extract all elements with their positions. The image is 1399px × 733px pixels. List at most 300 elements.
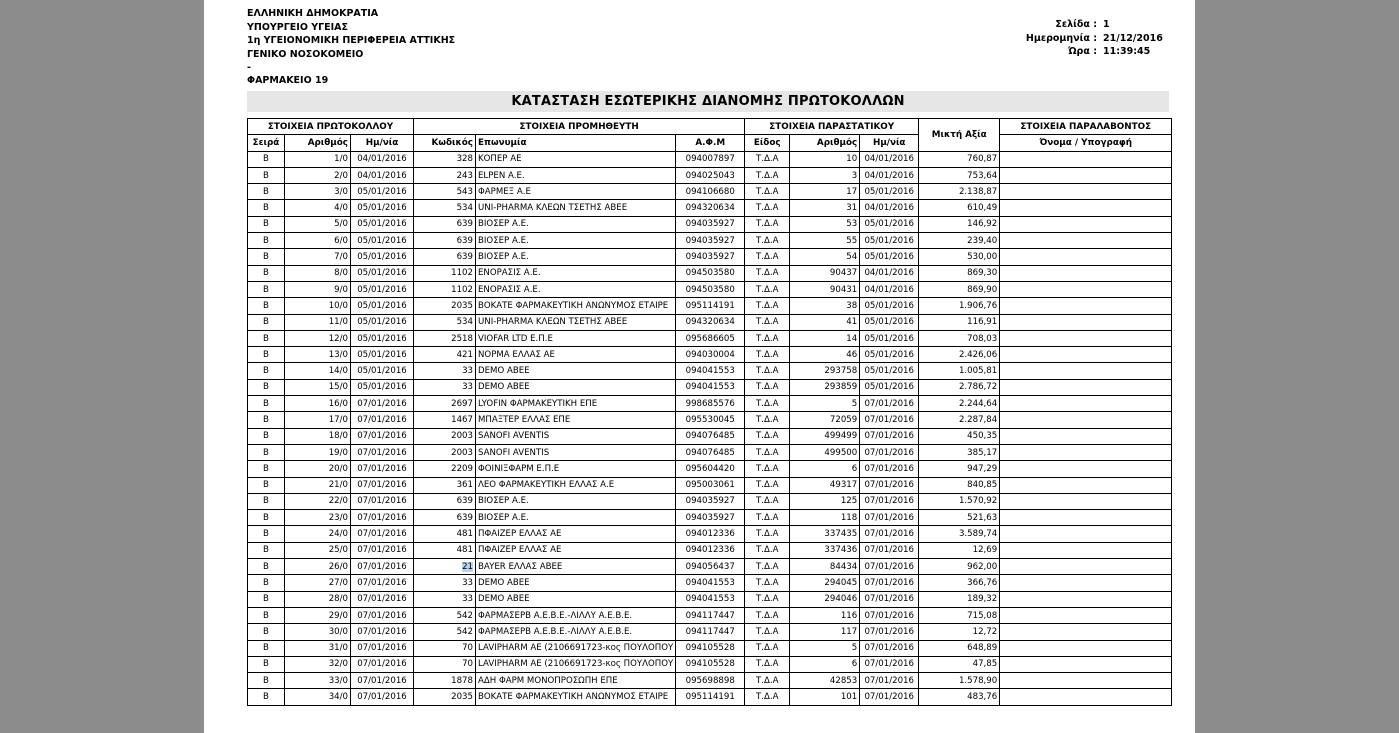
doc-number-cell: 14 bbox=[790, 330, 860, 346]
signature-cell bbox=[1000, 656, 1172, 672]
doc-type-cell: Τ.Δ.Α bbox=[745, 526, 790, 542]
table-row bbox=[248, 363, 1172, 379]
table-row bbox=[248, 347, 1172, 363]
table-row bbox=[248, 428, 1172, 444]
doc-date-cell: 07/01/2016 bbox=[860, 396, 919, 412]
supplier-name-cell: ΒΙΟΣΕΡ Α.Ε. bbox=[476, 233, 676, 249]
doc-date-cell: 05/01/2016 bbox=[860, 216, 919, 232]
protocol-number-cell: 33/0 bbox=[285, 673, 351, 689]
supplier-code-cell: 1102 bbox=[414, 281, 476, 297]
signature-cell bbox=[1000, 216, 1172, 232]
protocol-number-cell: 9/0 bbox=[285, 281, 351, 297]
series-cell: Β bbox=[248, 689, 285, 705]
supplier-code-cell: 328 bbox=[414, 151, 476, 167]
protocol-number-cell: 23/0 bbox=[285, 510, 351, 526]
protocol-date-cell: 07/01/2016 bbox=[351, 396, 414, 412]
doc-number-cell: 10 bbox=[790, 151, 860, 167]
doc-type-cell: Τ.Δ.Α bbox=[745, 412, 790, 428]
protocol-date-cell: 05/01/2016 bbox=[351, 314, 414, 330]
tax-id-cell: 094041553 bbox=[676, 575, 745, 591]
supplier-name-cell: VIOFAR LTD E.Π.Ε bbox=[476, 330, 676, 346]
protocol-date-cell: 05/01/2016 bbox=[351, 233, 414, 249]
supplier-code-cell: 243 bbox=[414, 167, 476, 183]
tax-id-cell: 094007897 bbox=[676, 151, 745, 167]
doc-number-cell: 31 bbox=[790, 200, 860, 216]
series-cell: Β bbox=[248, 396, 285, 412]
gross-value-cell: 2.244,64 bbox=[919, 396, 1000, 412]
supplier-code-cell: 70 bbox=[414, 656, 476, 672]
tax-id-cell: 095003061 bbox=[676, 477, 745, 493]
supplier-code-cell: 639 bbox=[414, 233, 476, 249]
gross-value-cell: 12,69 bbox=[919, 542, 1000, 558]
protocol-date-cell: 07/01/2016 bbox=[351, 640, 414, 656]
protocol-date-cell: 04/01/2016 bbox=[351, 167, 414, 183]
doc-date-cell: 05/01/2016 bbox=[860, 184, 919, 200]
series-cell: Β bbox=[248, 216, 285, 232]
gross-value-cell: 239,40 bbox=[919, 233, 1000, 249]
doc-date-cell: 05/01/2016 bbox=[860, 347, 919, 363]
table-row bbox=[248, 510, 1172, 526]
doc-type-cell: Τ.Δ.Α bbox=[745, 233, 790, 249]
doc-type-cell: Τ.Δ.Α bbox=[745, 510, 790, 526]
supplier-name-cell: ΠΦΑΙΖΕΡ ΕΛΛΑΣ ΑΕ bbox=[476, 526, 676, 542]
supplier-name-cell: SANOFI AVENTIS bbox=[476, 444, 676, 460]
series-cell: Β bbox=[248, 363, 285, 379]
tax-id-cell: 094012336 bbox=[676, 542, 745, 558]
doc-number-cell: 293859 bbox=[790, 379, 860, 395]
gross-value-cell: 2.138,87 bbox=[919, 184, 1000, 200]
series-cell: Β bbox=[248, 167, 285, 183]
signature-cell bbox=[1000, 363, 1172, 379]
selected-text-highlight[interactable]: 21 bbox=[462, 561, 473, 572]
series-cell: Β bbox=[248, 559, 285, 575]
gross-value-cell: 47,85 bbox=[919, 656, 1000, 672]
document-group-header: ΣΤΟΙΧΕΙΑ ΠΑΡΑΣΤΑΤΙΚΟΥ bbox=[745, 119, 919, 135]
column-header: Επωνυμία bbox=[476, 135, 676, 151]
protocol-group-header: ΣΤΟΙΧΕΙΑ ΠΡΩΤΟΚΟΛΛΟΥ bbox=[248, 119, 414, 135]
header-line: ΓΕΝΙΚΟ ΝΟΣΟΚΟΜΕΙΟ bbox=[247, 48, 364, 60]
tax-id-cell: 094117447 bbox=[676, 607, 745, 623]
doc-date-cell: 07/01/2016 bbox=[860, 607, 919, 623]
doc-type-cell: Τ.Δ.Α bbox=[745, 444, 790, 460]
protocol-number-cell: 22/0 bbox=[285, 493, 351, 509]
series-cell: Β bbox=[248, 265, 285, 281]
doc-date-cell: 05/01/2016 bbox=[860, 363, 919, 379]
supplier-name-cell: DEMO ΑΒΕΕ bbox=[476, 591, 676, 607]
doc-type-cell: Τ.Δ.Α bbox=[745, 184, 790, 200]
page-label: Σελίδα : bbox=[1055, 19, 1097, 30]
gross-value-cell: 869,90 bbox=[919, 281, 1000, 297]
supplier-code-cell: 542 bbox=[414, 624, 476, 640]
supplier-name-cell: ΒΟΚΑΤΕ ΦΑΡΜΑΚΕΥΤΙΚΗ ΑΝΩΝΥΜΟΣ ΕΤΑΙΡΕ bbox=[476, 298, 676, 314]
table-row bbox=[248, 412, 1172, 428]
doc-number-cell: 5 bbox=[790, 640, 860, 656]
doc-type-cell: Τ.Δ.Α bbox=[745, 656, 790, 672]
tax-id-cell: 094030004 bbox=[676, 347, 745, 363]
table-row bbox=[248, 461, 1172, 477]
tax-id-cell: 095698898 bbox=[676, 673, 745, 689]
time-label: Ώρα : bbox=[1068, 46, 1097, 58]
doc-date-cell: 07/01/2016 bbox=[860, 510, 919, 526]
signature-cell bbox=[1000, 396, 1172, 412]
supplier-code-cell: 2003 bbox=[414, 444, 476, 460]
supplier-name-cell: DEMO ΑΒΕΕ bbox=[476, 575, 676, 591]
signature-cell bbox=[1000, 510, 1172, 526]
doc-date-cell: 07/01/2016 bbox=[860, 526, 919, 542]
protocol-date-cell: 07/01/2016 bbox=[351, 510, 414, 526]
supplier-name-cell: ΒΙΟΣΕΡ Α.Ε. bbox=[476, 249, 676, 265]
tax-id-cell: 094041553 bbox=[676, 379, 745, 395]
series-cell: Β bbox=[248, 640, 285, 656]
protocol-date-cell: 07/01/2016 bbox=[351, 444, 414, 460]
doc-date-cell: 07/01/2016 bbox=[860, 477, 919, 493]
doc-date-cell: 04/01/2016 bbox=[860, 151, 919, 167]
doc-date-cell: 05/01/2016 bbox=[860, 249, 919, 265]
supplier-name-cell: DEMO ΑΒΕΕ bbox=[476, 363, 676, 379]
supplier-code-cell: 2003 bbox=[414, 428, 476, 444]
protocol-date-cell: 05/01/2016 bbox=[351, 216, 414, 232]
date-label: Ημερομηνία : bbox=[1025, 32, 1097, 44]
supplier-code-cell: 542 bbox=[414, 607, 476, 623]
tax-id-cell: 094076485 bbox=[676, 444, 745, 460]
series-cell: Β bbox=[248, 461, 285, 477]
column-header: Ημ/νία bbox=[351, 135, 414, 151]
doc-date-cell: 07/01/2016 bbox=[860, 673, 919, 689]
supplier-code-cell: 2209 bbox=[414, 461, 476, 477]
doc-number-cell: 294046 bbox=[790, 591, 860, 607]
report-time: 11:39:45 bbox=[1103, 46, 1151, 58]
tax-id-cell: 094105528 bbox=[676, 656, 745, 672]
signature-cell bbox=[1000, 184, 1172, 200]
tax-id-cell: 094503580 bbox=[676, 281, 745, 297]
tax-id-cell: 094056437 bbox=[676, 559, 745, 575]
protocol-number-cell: 32/0 bbox=[285, 656, 351, 672]
protocol-date-cell: 07/01/2016 bbox=[351, 428, 414, 444]
signature-cell bbox=[1000, 461, 1172, 477]
protocol-date-cell: 07/01/2016 bbox=[351, 526, 414, 542]
doc-type-cell: Τ.Δ.Α bbox=[745, 379, 790, 395]
doc-number-cell: 116 bbox=[790, 607, 860, 623]
table-row bbox=[248, 265, 1172, 281]
table-row bbox=[248, 640, 1172, 656]
signature-cell bbox=[1000, 526, 1172, 542]
doc-date-cell: 05/01/2016 bbox=[860, 330, 919, 346]
doc-number-cell: 125 bbox=[790, 493, 860, 509]
column-header: Α.Φ.Μ bbox=[676, 135, 745, 151]
header-line: ΥΠΟΥΡΓΕΙΟ ΥΓΕΙΑΣ bbox=[247, 21, 349, 33]
supplier-code-cell: 534 bbox=[414, 314, 476, 330]
supplier-name-cell: ΒΙΟΣΕΡ Α.Ε. bbox=[476, 510, 676, 526]
supplier-name-cell: ΦΑΡΜΑΣΕΡΒ Α.Ε.Β.Ε.-ΛΙΛΛΥ Α.Ε.Β.Ε. bbox=[476, 607, 676, 623]
page-number: 1 bbox=[1103, 19, 1110, 30]
doc-number-cell: 499500 bbox=[790, 444, 860, 460]
supplier-name-cell: BAYER ΕΛΛΑΣ ΑΒΕΕ bbox=[476, 559, 676, 575]
column-header: Ημ/νία bbox=[860, 135, 919, 151]
doc-date-cell: 07/01/2016 bbox=[860, 428, 919, 444]
protocol-number-cell: 10/0 bbox=[285, 298, 351, 314]
series-cell: Β bbox=[248, 656, 285, 672]
report-meta bbox=[994, 18, 1163, 59]
doc-date-cell: 05/01/2016 bbox=[860, 314, 919, 330]
gross-value-cell: 947,29 bbox=[919, 461, 1000, 477]
gross-value-cell: 2.786,72 bbox=[919, 379, 1000, 395]
doc-number-cell: 5 bbox=[790, 396, 860, 412]
protocol-number-cell: 14/0 bbox=[285, 363, 351, 379]
supplier-code-cell: 2035 bbox=[414, 689, 476, 705]
gross-value-cell: 715,08 bbox=[919, 607, 1000, 623]
supplier-name-cell: ΚΟΠΕΡ ΑΕ bbox=[476, 151, 676, 167]
supplier-code-cell: 639 bbox=[414, 249, 476, 265]
supplier-name-cell: LYOFIN ΦΑΡΜΑΚΕΥΤΙΚΗ ΕΠΕ bbox=[476, 396, 676, 412]
gross-value-cell: 2.426,06 bbox=[919, 347, 1000, 363]
doc-type-cell: Τ.Δ.Α bbox=[745, 575, 790, 591]
table-row bbox=[248, 298, 1172, 314]
series-cell: Β bbox=[248, 347, 285, 363]
signature-cell bbox=[1000, 265, 1172, 281]
protocol-number-cell: 24/0 bbox=[285, 526, 351, 542]
tax-id-cell: 094320634 bbox=[676, 200, 745, 216]
doc-date-cell: 05/01/2016 bbox=[860, 233, 919, 249]
gross-value-cell: 760,87 bbox=[919, 151, 1000, 167]
doc-type-cell: Τ.Δ.Α bbox=[745, 493, 790, 509]
series-cell: Β bbox=[248, 412, 285, 428]
tax-id-cell: 095686605 bbox=[676, 330, 745, 346]
tax-id-cell: 095114191 bbox=[676, 298, 745, 314]
table-row bbox=[248, 477, 1172, 493]
series-cell: Β bbox=[248, 379, 285, 395]
tax-id-cell: 094041553 bbox=[676, 591, 745, 607]
doc-type-cell: Τ.Δ.Α bbox=[745, 298, 790, 314]
gross-value-cell: 450,35 bbox=[919, 428, 1000, 444]
signature-cell bbox=[1000, 624, 1172, 640]
doc-type-cell: Τ.Δ.Α bbox=[745, 673, 790, 689]
protocol-number-cell: 28/0 bbox=[285, 591, 351, 607]
table-row bbox=[248, 689, 1172, 705]
table-row bbox=[248, 151, 1172, 167]
doc-number-cell: 84434 bbox=[790, 559, 860, 575]
column-header: Σειρά bbox=[248, 135, 285, 151]
protocol-date-cell: 07/01/2016 bbox=[351, 461, 414, 477]
series-cell: Β bbox=[248, 575, 285, 591]
protocol-number-cell: 17/0 bbox=[285, 412, 351, 428]
doc-date-cell: 04/01/2016 bbox=[860, 265, 919, 281]
protocol-number-cell: 6/0 bbox=[285, 233, 351, 249]
doc-number-cell: 41 bbox=[790, 314, 860, 330]
signature-cell bbox=[1000, 233, 1172, 249]
signature-cell bbox=[1000, 151, 1172, 167]
gross-value-cell: 146,92 bbox=[919, 216, 1000, 232]
table-row bbox=[248, 216, 1172, 232]
gross-value-cell: 648,89 bbox=[919, 640, 1000, 656]
signature-cell bbox=[1000, 379, 1172, 395]
signature-cell bbox=[1000, 347, 1172, 363]
signature-cell bbox=[1000, 591, 1172, 607]
protocol-number-cell: 20/0 bbox=[285, 461, 351, 477]
doc-number-cell: 337435 bbox=[790, 526, 860, 542]
doc-type-cell: Τ.Δ.Α bbox=[745, 559, 790, 575]
protocol-date-cell: 05/01/2016 bbox=[351, 347, 414, 363]
doc-date-cell: 07/01/2016 bbox=[860, 656, 919, 672]
signature-cell bbox=[1000, 640, 1172, 656]
protocol-date-cell: 07/01/2016 bbox=[351, 559, 414, 575]
gross-value-cell: 483,76 bbox=[919, 689, 1000, 705]
doc-date-cell: 07/01/2016 bbox=[860, 444, 919, 460]
tax-id-cell: 095114191 bbox=[676, 689, 745, 705]
series-cell: Β bbox=[248, 493, 285, 509]
signature-cell bbox=[1000, 542, 1172, 558]
doc-type-cell: Τ.Δ.Α bbox=[745, 461, 790, 477]
doc-number-cell: 117 bbox=[790, 624, 860, 640]
signature-cell bbox=[1000, 689, 1172, 705]
protocol-number-cell: 21/0 bbox=[285, 477, 351, 493]
protocol-number-cell: 5/0 bbox=[285, 216, 351, 232]
series-cell: Β bbox=[248, 444, 285, 460]
doc-number-cell: 54 bbox=[790, 249, 860, 265]
doc-number-cell: 499499 bbox=[790, 428, 860, 444]
protocol-number-cell: 7/0 bbox=[285, 249, 351, 265]
doc-date-cell: 07/01/2016 bbox=[860, 461, 919, 477]
series-cell: Β bbox=[248, 477, 285, 493]
signature-cell bbox=[1000, 575, 1172, 591]
doc-date-cell: 05/01/2016 bbox=[860, 298, 919, 314]
protocol-number-cell: 2/0 bbox=[285, 167, 351, 183]
column-header: Αριθμός bbox=[790, 135, 860, 151]
doc-date-cell: 07/01/2016 bbox=[860, 559, 919, 575]
protocol-date-cell: 07/01/2016 bbox=[351, 591, 414, 607]
table-row bbox=[248, 656, 1172, 672]
doc-date-cell: 07/01/2016 bbox=[860, 412, 919, 428]
doc-type-cell: Τ.Δ.Α bbox=[745, 542, 790, 558]
supplier-group-header: ΣΤΟΙΧΕΙΑ ΠΡΟΜΗΘΕΥΤΗ bbox=[414, 119, 745, 135]
doc-date-cell: 04/01/2016 bbox=[860, 200, 919, 216]
tax-id-cell: 094503580 bbox=[676, 265, 745, 281]
supplier-code-cell: 421 bbox=[414, 347, 476, 363]
tax-id-cell: 094117447 bbox=[676, 624, 745, 640]
supplier-name-cell: LAVIPHARM AE (2106691723-κος ΠΟΥΛΟΠΟΥ bbox=[476, 656, 676, 672]
series-cell: Β bbox=[248, 298, 285, 314]
doc-type-cell: Τ.Δ.Α bbox=[745, 363, 790, 379]
doc-type-cell: Τ.Δ.Α bbox=[745, 249, 790, 265]
gross-value-cell: 12,72 bbox=[919, 624, 1000, 640]
protocol-date-cell: 05/01/2016 bbox=[351, 249, 414, 265]
organization-header bbox=[247, 7, 455, 75]
supplier-code-cell: 534 bbox=[414, 200, 476, 216]
column-header: Είδος bbox=[745, 135, 790, 151]
series-cell: Β bbox=[248, 233, 285, 249]
doc-type-cell: Τ.Δ.Α bbox=[745, 428, 790, 444]
gross-value-cell: 708,03 bbox=[919, 330, 1000, 346]
tax-id-cell: 094035927 bbox=[676, 249, 745, 265]
doc-number-cell: 55 bbox=[790, 233, 860, 249]
signature-cell bbox=[1000, 330, 1172, 346]
protocol-date-cell: 04/01/2016 bbox=[351, 151, 414, 167]
doc-type-cell: Τ.Δ.Α bbox=[745, 607, 790, 623]
doc-date-cell: 07/01/2016 bbox=[860, 640, 919, 656]
doc-date-cell: 07/01/2016 bbox=[860, 591, 919, 607]
series-cell: Β bbox=[248, 607, 285, 623]
protocol-date-cell: 07/01/2016 bbox=[351, 607, 414, 623]
supplier-code-cell: 639 bbox=[414, 510, 476, 526]
table-row bbox=[248, 314, 1172, 330]
doc-type-cell: Τ.Δ.Α bbox=[745, 640, 790, 656]
protocol-number-cell: 18/0 bbox=[285, 428, 351, 444]
signature-cell bbox=[1000, 298, 1172, 314]
receiver-group-header: ΣΤΟΙΧΕΙΑ ΠΑΡΑΛΑΒΟΝΤΟΣ bbox=[1000, 119, 1172, 135]
table-row bbox=[248, 673, 1172, 689]
protocol-date-cell: 07/01/2016 bbox=[351, 412, 414, 428]
tax-id-cell: 094035927 bbox=[676, 493, 745, 509]
protocol-number-cell: 12/0 bbox=[285, 330, 351, 346]
supplier-name-cell: ΒΙΟΣΕΡ Α.Ε. bbox=[476, 216, 676, 232]
protocol-date-cell: 07/01/2016 bbox=[351, 542, 414, 558]
gross-value-cell: 1.005,81 bbox=[919, 363, 1000, 379]
supplier-code-cell: 2035 bbox=[414, 298, 476, 314]
series-cell: Β bbox=[248, 510, 285, 526]
doc-number-cell: 90437 bbox=[790, 265, 860, 281]
signature-cell bbox=[1000, 412, 1172, 428]
table-row bbox=[248, 559, 1172, 575]
table-row bbox=[248, 167, 1172, 183]
protocol-date-cell: 07/01/2016 bbox=[351, 493, 414, 509]
header-line: ΕΛΛΗΝΙΚΗ ΔΗΜΟΚΡΑΤΙΑ bbox=[247, 8, 379, 19]
series-cell: Β bbox=[248, 200, 285, 216]
doc-number-cell: 3 bbox=[790, 167, 860, 183]
protocol-number-cell: 26/0 bbox=[285, 559, 351, 575]
supplier-code-cell: 33 bbox=[414, 575, 476, 591]
doc-type-cell: Τ.Δ.Α bbox=[745, 151, 790, 167]
tax-id-cell: 094106680 bbox=[676, 184, 745, 200]
supplier-code-cell: 2697 bbox=[414, 396, 476, 412]
tax-id-cell: 094105528 bbox=[676, 640, 745, 656]
supplier-code-cell: 639 bbox=[414, 493, 476, 509]
doc-number-cell: 17 bbox=[790, 184, 860, 200]
doc-date-cell: 07/01/2016 bbox=[860, 624, 919, 640]
signature-cell bbox=[1000, 559, 1172, 575]
gross-value-cell: 366,76 bbox=[919, 575, 1000, 591]
table-row bbox=[248, 249, 1172, 265]
supplier-name-cell: LAVIPHARM AE (2106691723-κος ΠΟΥΛΟΠΟΥ bbox=[476, 640, 676, 656]
table-row bbox=[248, 526, 1172, 542]
group-header-row bbox=[248, 119, 1172, 135]
gross-value-cell: 840,85 bbox=[919, 477, 1000, 493]
protocol-number-cell: 19/0 bbox=[285, 444, 351, 460]
series-cell: Β bbox=[248, 249, 285, 265]
protocol-date-cell: 07/01/2016 bbox=[351, 477, 414, 493]
protocol-date-cell: 07/01/2016 bbox=[351, 624, 414, 640]
tax-id-cell: 094320634 bbox=[676, 314, 745, 330]
report-title: ΚΑΤΑΣΤΑΣΗ ΕΣΩΤΕΡΙΚΗΣ ΔΙΑΝΟΜΗΣ ΠΡΩΤΟΚΟΛΛΩΝ bbox=[247, 91, 1169, 112]
table-body bbox=[248, 151, 1172, 705]
supplier-name-cell: UNI-PHARMA ΚΛΕΩΝ ΤΣΕΤΗΣ ΑΒΕΕ bbox=[476, 314, 676, 330]
protocol-date-cell: 07/01/2016 bbox=[351, 656, 414, 672]
report-date: 21/12/2016 bbox=[1103, 32, 1163, 44]
signature-cell bbox=[1000, 314, 1172, 330]
tax-id-cell: 094041553 bbox=[676, 363, 745, 379]
report-page bbox=[204, 0, 1195, 733]
supplier-name-cell: ELPEN A.E. bbox=[476, 167, 676, 183]
supplier-code-cell: 33 bbox=[414, 363, 476, 379]
gross-value-cell: 962,00 bbox=[919, 559, 1000, 575]
doc-number-cell: 6 bbox=[790, 461, 860, 477]
column-header: Αριθμός bbox=[285, 135, 351, 151]
doc-number-cell: 101 bbox=[790, 689, 860, 705]
series-cell: Β bbox=[248, 428, 285, 444]
protocol-number-cell: 31/0 bbox=[285, 640, 351, 656]
doc-number-cell: 6 bbox=[790, 656, 860, 672]
gross-value-cell: 1.578,90 bbox=[919, 673, 1000, 689]
tax-id-cell: 094035927 bbox=[676, 216, 745, 232]
protocol-number-cell: 16/0 bbox=[285, 396, 351, 412]
